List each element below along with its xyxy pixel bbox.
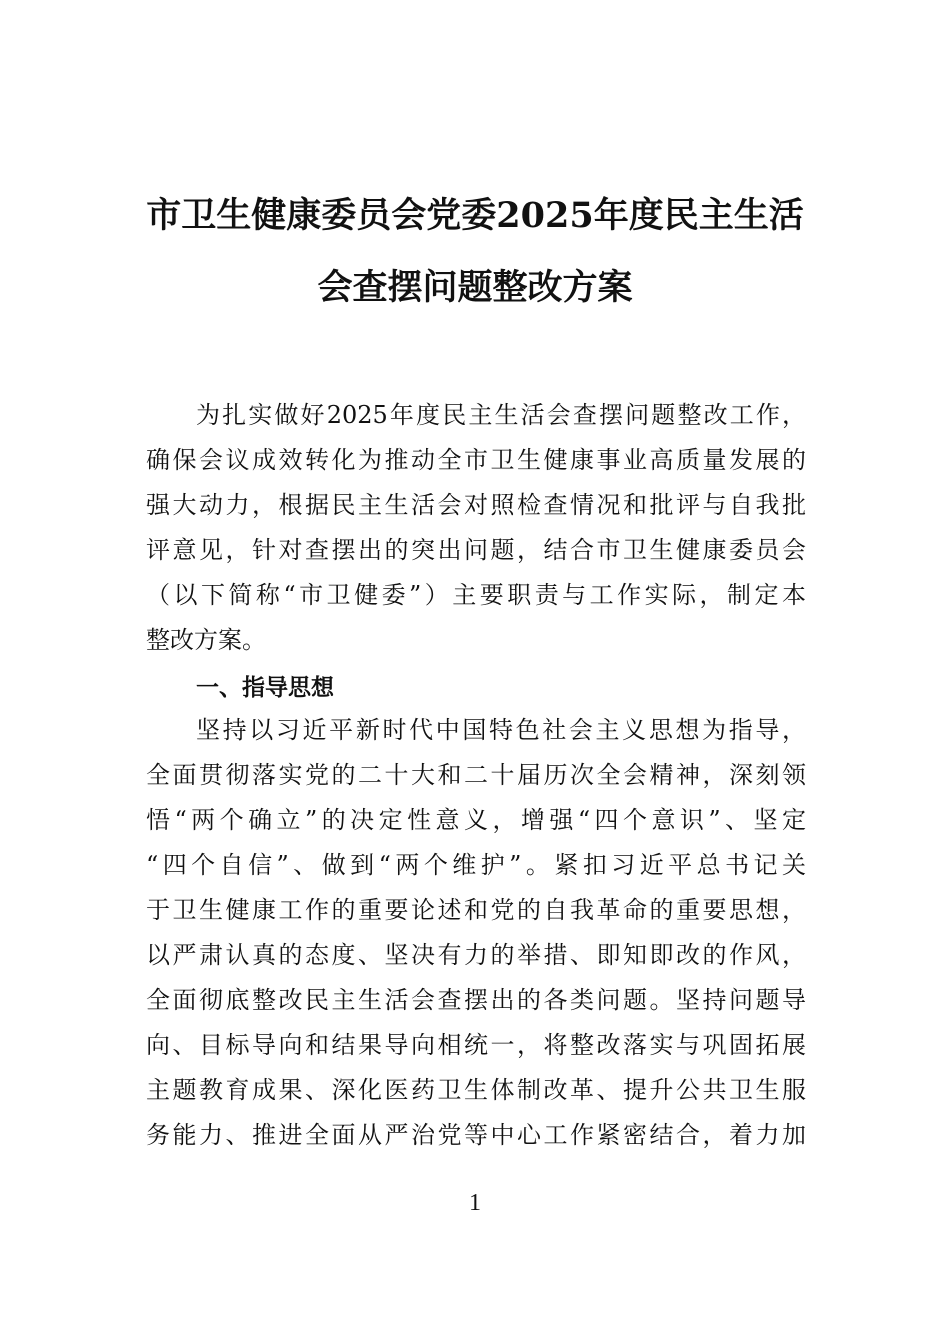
section1-paragraph-line: 全面贯彻落实党的二十大和二十届历次全会精神，深刻领 bbox=[146, 761, 806, 789]
intro-paragraph-line: 整改方案。 bbox=[146, 626, 266, 654]
intro-paragraph-line: 确保会议成效转化为推动全市卫生健康事业高质量发展的 bbox=[146, 446, 806, 474]
section1-paragraph-line: 向、目标导向和结果导向相统一，将整改落实与巩固拓展 bbox=[146, 1031, 806, 1059]
section1-paragraph-line: 于卫生健康工作的重要论述和党的自我革命的重要思想， bbox=[146, 896, 806, 924]
intro-paragraph-line: 为扎实做好2025年度民主生活会查摆问题整改工作， bbox=[196, 401, 806, 429]
intro-paragraph-line: （以下简称“市卫健委”）主要职责与工作实际，制定本 bbox=[146, 581, 806, 609]
document-title-line-1: 市卫生健康委员会党委2025年度民主生活 bbox=[146, 195, 804, 236]
section1-paragraph-line: 务能力、推进全面从严治党等中心工作紧密结合，着力加 bbox=[146, 1121, 806, 1149]
section1-paragraph-line: “四个自信”、做到“两个维护”。紧扣习近平总书记关 bbox=[146, 851, 806, 879]
document-title-line-2: 会查摆问题整改方案 bbox=[317, 267, 633, 308]
section1-paragraph-line: 全面彻底整改民主生活会查摆出的各类问题。坚持问题导 bbox=[146, 986, 806, 1014]
section1-paragraph-line: 主题教育成果、深化医药卫生体制改革、提升公共卫生服 bbox=[146, 1076, 806, 1104]
intro-paragraph-line: 评意见，针对查摆出的突出问题，结合市卫生健康委员会 bbox=[146, 536, 806, 564]
intro-paragraph-line: 强大动力，根据民主生活会对照检查情况和批评与自我批 bbox=[146, 491, 806, 519]
section1-paragraph-line: 坚持以习近平新时代中国特色社会主义思想为指导， bbox=[196, 716, 806, 744]
section1-paragraph-line: 悟“两个确立”的决定性意义，增强“四个意识”、坚定 bbox=[146, 806, 806, 834]
section1-paragraph-line: 以严肃认真的态度、坚决有力的举措、即知即改的作风， bbox=[146, 941, 806, 969]
page-number: 1 bbox=[469, 1190, 481, 1216]
section-heading-guiding-ideology: 一、指导思想 bbox=[196, 675, 334, 701]
